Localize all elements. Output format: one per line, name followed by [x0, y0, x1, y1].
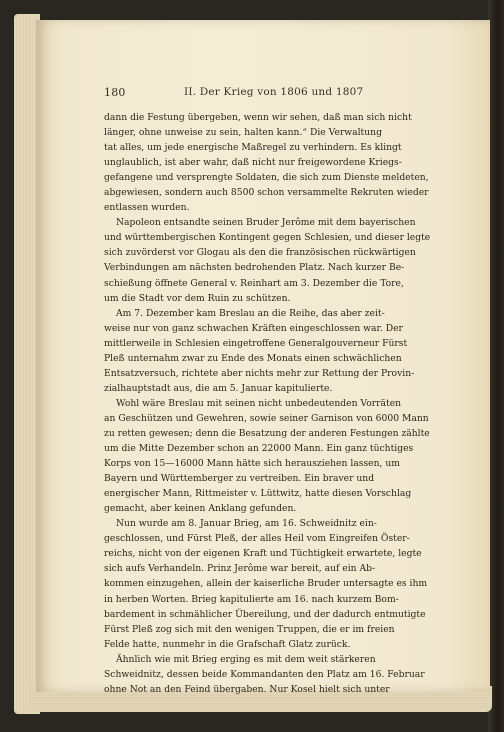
text-line: schießung öffnete General v. Reinhart am 3. Dezember die Tore,: [104, 277, 404, 289]
text-line: um die Mitte Dezember schon an 22000 Mann. Ein ganz tüchtiges: [104, 443, 414, 455]
text-line: und württembergischen Kontingent gegen Schlesien, und dieser legte: [104, 232, 431, 244]
text-line: sich aufs Verhandeln. Prinz Jerôme war bereit, auf ein Ab-: [104, 563, 376, 575]
text-line: Korps von 15—16000 Mann hätte sich herausziehen lassen, um: [104, 458, 400, 470]
text-line: Ähnlich wie mit Brieg erging es mit dem weit stärkeren: [116, 653, 376, 665]
text-line: um die Stadt vor dem Ruin zu schützen.: [104, 292, 291, 304]
text-line: zu retten gewesen; denn die Besatzung der anderen Festungen zählte: [104, 427, 430, 439]
text-line: abgewiesen, sondern auch 8500 schon versammelte Rekruten wieder: [104, 187, 429, 199]
text-line: zialhauptstadt aus, die am 5. Januar kapitulierte.: [104, 382, 333, 394]
text-line: Felde hatte, nunmehr in die Grafschaft Glatz zurück.: [104, 638, 351, 650]
text-line: Am 7. Dezember kam Breslau an die Reihe, das aber zeit-: [116, 307, 385, 319]
book-cover-edge: [488, 0, 504, 732]
text-line: ohne Not an den Feind übergaben. Nur Kosel hielt sich unter: [104, 683, 390, 695]
text-line: Wohl wäre Breslau mit seinen nicht unbedeutenden Vorräten: [116, 397, 402, 409]
text-line: unglaublich, ist aber wahr, daß nicht nur freigewordene Kriegs-: [104, 157, 402, 169]
running-title: II. Der Krieg von 1806 und 1807: [184, 86, 364, 98]
text-line: gefangene und versprengte Soldaten, die sich zum Dienste meldeten,: [104, 172, 429, 184]
text-line: Bayern und Württemberger zu vertreiben. Ein braver und: [104, 473, 375, 485]
text-line: weise nur von ganz schwachen Kräften eingeschlossen war. Der: [104, 322, 403, 334]
text-line: Nun wurde am 8. Januar Brieg, am 16. Schweidnitz ein-: [116, 518, 377, 530]
text-line: Pleß unternahm zwar zu Ende des Monats einen schwächlichen: [104, 352, 402, 364]
text-line: in herben Worten. Brieg kapitulierte am 16. nach kurzem Bom-: [104, 593, 399, 605]
text-line: an Geschützen und Gewehren, sowie seiner Garnison von 6000 Mann: [104, 412, 429, 424]
text-line: dann die Festung übergeben, wenn wir sehen, daß man sich nicht: [104, 112, 412, 123]
body-text: [104, 110, 430, 697]
text-line: entlassen wurden.: [104, 202, 190, 214]
text-line: tat alles, um jede energische Maßregel zu verhindern. Es klingt: [104, 142, 402, 154]
text-line: Verbindungen am nächsten bedrohenden Platz. Nach kurzer Be-: [104, 262, 405, 274]
text-line: gemacht, aber keinen Anklang gefunden.: [104, 503, 297, 515]
text-line: mittlerweile in Schlesien eingetroffene Generalgouverneur Fürst: [104, 337, 408, 349]
text-line: Schweidnitz, dessen beide Kommandanten den Platz am 16. Februar: [104, 668, 425, 680]
text-line: länger, ohne unweise zu sein, halten kann.“ Die Verwaltung: [104, 127, 382, 139]
text-line: sich zuvörderst vor Glogau als den die französischen rückwärtigen: [104, 247, 416, 259]
text-line: kommen einzugehen, allein der kaiserliche Bruder untersagte es ihm: [104, 578, 428, 590]
text-line: geschlossen, und Fürst Pleß, der alles Heil vom Eingreifen Öster-: [104, 533, 410, 545]
text-line: reichs, nicht von der eigenen Kraft und Tüchtigkeit erwartete, legte: [104, 548, 422, 560]
text-line: Fürst Pleß zog sich mit den wenigen Truppen, die er im freien: [104, 623, 395, 635]
text-line: Entsatzversuch, richtete aber nichts mehr zur Rettung der Provin-: [104, 367, 415, 379]
text-line: Napoleon entsandte seinen Bruder Jerôme mit dem bayerischen: [116, 217, 416, 229]
text-line: bardement in schmählicher Übereilung, und der dadurch entmutigte: [104, 608, 426, 620]
page-number: 180: [104, 86, 126, 99]
text-line: energischer Mann, Rittmeister v. Lüttwitz, hatte diesen Vorschlag: [104, 488, 412, 500]
